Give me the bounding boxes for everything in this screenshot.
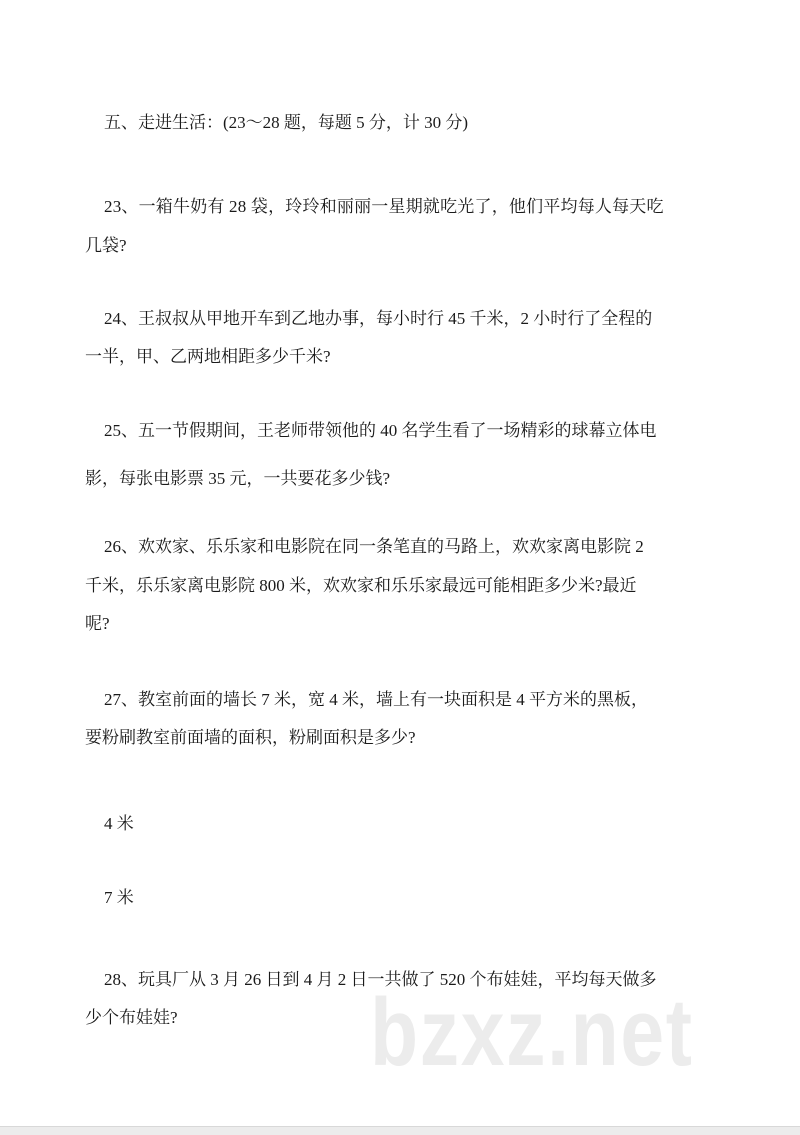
- question-line: 27、教室前面的墙长 7 米，宽 4 米，墙上有一块面积是 4 平方米的黑板，: [104, 690, 648, 709]
- question-line: 25、五一节假期间，王老师带领他的 40 名学生看了一场精彩的球幕立体电: [104, 421, 657, 440]
- section-heading: 五、走进生活：(23～28 题，每题 5 分，计 30 分): [104, 113, 469, 132]
- question-line: 一半，甲、乙两地相距多少千米?: [85, 347, 331, 366]
- watermark: bzxz.net: [370, 979, 694, 1086]
- question-line: 影，每张电影票 35 元，一共要花多少钱?: [85, 469, 391, 488]
- figure-label-length: 7 米: [104, 888, 134, 907]
- question-line: 少个布娃娃?: [85, 1008, 178, 1027]
- question-line: 28、玩具厂从 3 月 26 日到 4 月 2 日一共做了 520 个布娃娃，平均每天做多: [104, 970, 657, 989]
- question-line: 26、欢欢家、乐乐家和电影院在同一条笔直的马路上，欢欢家离电影院 2: [104, 537, 644, 556]
- question-line: 千米，乐乐家离电影院 800 米，欢欢家和乐乐家最远可能相距多少米?最近: [85, 576, 637, 595]
- question-line: 23、一箱牛奶有 28 袋，玲玲和丽丽一星期就吃光了，他们平均每人每天吃: [104, 197, 664, 216]
- question-line: 要粉刷教室前面墙的面积，粉刷面积是多少?: [85, 728, 416, 747]
- figure-label-width: 4 米: [104, 814, 134, 833]
- question-line: 24、王叔叔从甲地开车到乙地办事，每小时行 45 千米，2 小时行了全程的: [104, 309, 653, 328]
- question-line: 呢?: [85, 614, 110, 633]
- question-line: 几袋?: [85, 236, 127, 255]
